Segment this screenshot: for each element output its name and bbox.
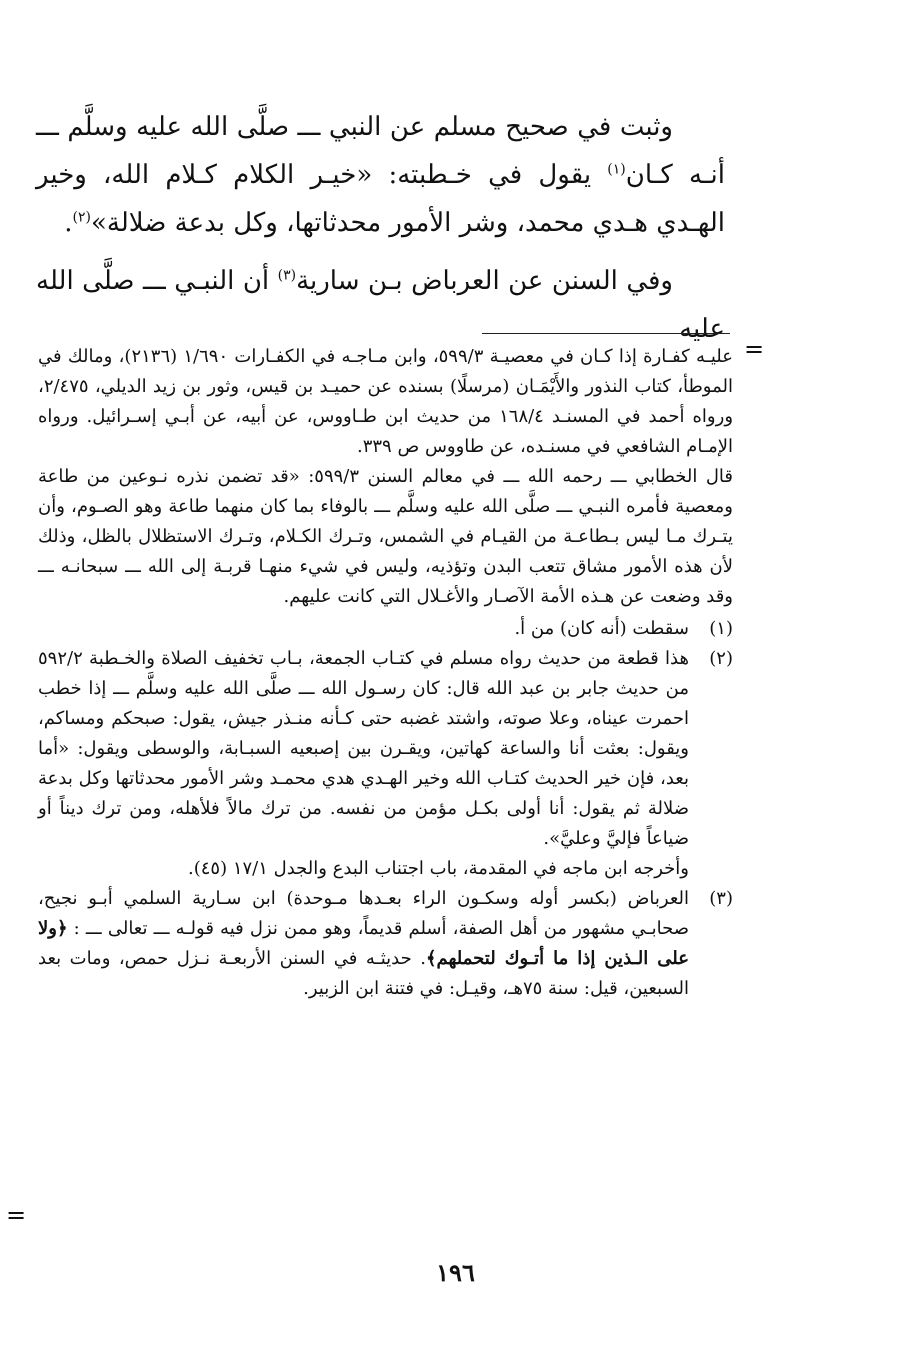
footnote-ref-2[interactable]: (٢) [72,209,91,226]
main-text-span: أن النبـي ـــ صلَّى الله عليه [36,266,725,344]
main-text-span: يقول في خـطبته: «خيـر الكلام كـلام الله، وخير الهـدي هـدي محمد، وشر الأمور محدثاتها، وكل بدعة ضلالة» [36,160,725,238]
quran-verse: ﴿ولا على الـذين إذا ما أتـوك لتحملهم﴾ [38,918,690,969]
footnote-1 [38,614,733,644]
main-text-span: . [64,208,73,238]
footnote-ref-1[interactable]: (١) [607,161,626,178]
footnotes-section [38,342,733,1004]
main-text-span: وفي السنن عن العرباض بـن سارية [296,266,673,296]
footnote-body [38,614,689,644]
continued-footnote-para-2: قال الخطابي ـــ رحمه الله ـــ في معالم السنن ٥٩٩/٣: «قد تضمن نذره نـوعين من طاعة ومعصية فأمره النبـي ـــ صلَّى الله عليه وسلَّم ـــ بالوفاء بما كان منهما طاعة وهو الصـوم، وأن يتـرك مـا ليس بـطاعـة من القيـام في الشمس، وتـرك الكـلام، وتـرك الاستظلال بالظل، وذلك لأن هذه الأمور مشاق تتعب البدن وتؤذيه، وليس في شيء منهـا قربـة إلى الله ـــ سبحانـه ـــ وقد وضعت عن هـذه الأمة الآصـار والأغـلال التي كانت عليهم. [38,466,733,607]
continued-footnote-para-1: عليـه كفـارة إذا كـان في معصيـة ٥٩٩/٣، وابن مـاجـه في الكفـارات ١/٦٩٠ (٢١٣٦)، ومالك في الموطأ، كتاب النذور والأَيْمَـان (مرسلًا) بسنده عن حميـد بن قيس، وثور بن زيد الديلي، ٢/٤٧٥، ورواه أحمد في المسنـد ١٦٨/٤ من حديث ابن طـاووس، عن أبيه، عن أبـي إسـرائيل. ورواه الإمـام الشافعي في مسنـده، عن طاووس ص ٣٣٩. [38,346,734,457]
main-paragraph-2 [36,257,725,353]
continuation-mark-top: = [744,335,765,363]
main-text-span: وثبت في صحيح مسلم عن النبي ـــ صلَّى الله عليه وسلَّم ـــ أنـه كـان [36,112,726,190]
footnote-text-span: . حديثـه في السنن الأربعـة نـزل حمص، ومات بعد السبعين، قيل: سنة ٧٥هـ، وقيـل: في فتنة ابن الزبير. [38,948,689,999]
footnote-ref-3[interactable]: (٣) [277,267,297,284]
main-text [36,103,725,363]
continuation-mark-bottom: = [6,1201,27,1229]
main-paragraph-1 [36,103,725,247]
footnote-body [38,644,689,884]
footnote-number: (٢) [709,648,733,669]
footnote-extra-text: وأخرجه ابن ماجه في المقدمة، باب اجتناب البدع والجدل ١٧/١ (٤٥). [187,858,689,879]
footnote-number: (١) [709,618,733,639]
footnote-text [38,884,689,1004]
continued-footnote [38,342,733,612]
footnote-body [38,884,689,1004]
footnote-3 [38,884,733,1004]
page-number: ١٩٦ [436,1258,475,1287]
footnote-separator [482,333,730,334]
footnote-text-span: العرباض (بكسر أوله وسكـون الراء بعـدها مـوحدة) ابن سـارية السلمي أبـو نجيح، صحابـي مشهور من أهل الصفة، أسلم قديماً، وهو ممن نزل فيه قولـه ـــ تعالى ـــ : [38,888,689,939]
footnote-text: هذا قطعة من حديث رواه مسلم في كتـاب الجمعة، بـاب تخفيف الصلاة والخـطبة ٥٩٢/٢ من حديث جابر بن عبد الله قال: كان رسـول الله ـــ صلَّى الله عليه وسلَّم ـــ إذا خطب احمرت عيناه، وعلا صوته، واشتد غضبه حتى كـأنه منـذر جيش، يقول: صبحكم ومساكم، ويقول: بعثت أنا والساعة كهاتين، ويقـرن بين إصبعيه السبـابة، والوسطى ويقول: «أما بعد، فإن خير الحديث كتـاب الله وخير الهـدي هدي محمـد وشر الأمور محدثاتها وكل بدعة ضلالة ثم يقول: أنا أولى بكـل مؤمن من نفسه. من ترك مالاً فلأهله، ومن ترك ديناً أو ضياعاً فإليَّ وعليَّ». [38,648,689,849]
footnote-text: سقطت (أنه كان) من أ. [514,618,689,639]
footnote-number: (٣) [709,888,733,909]
footnote-2 [38,644,733,884]
